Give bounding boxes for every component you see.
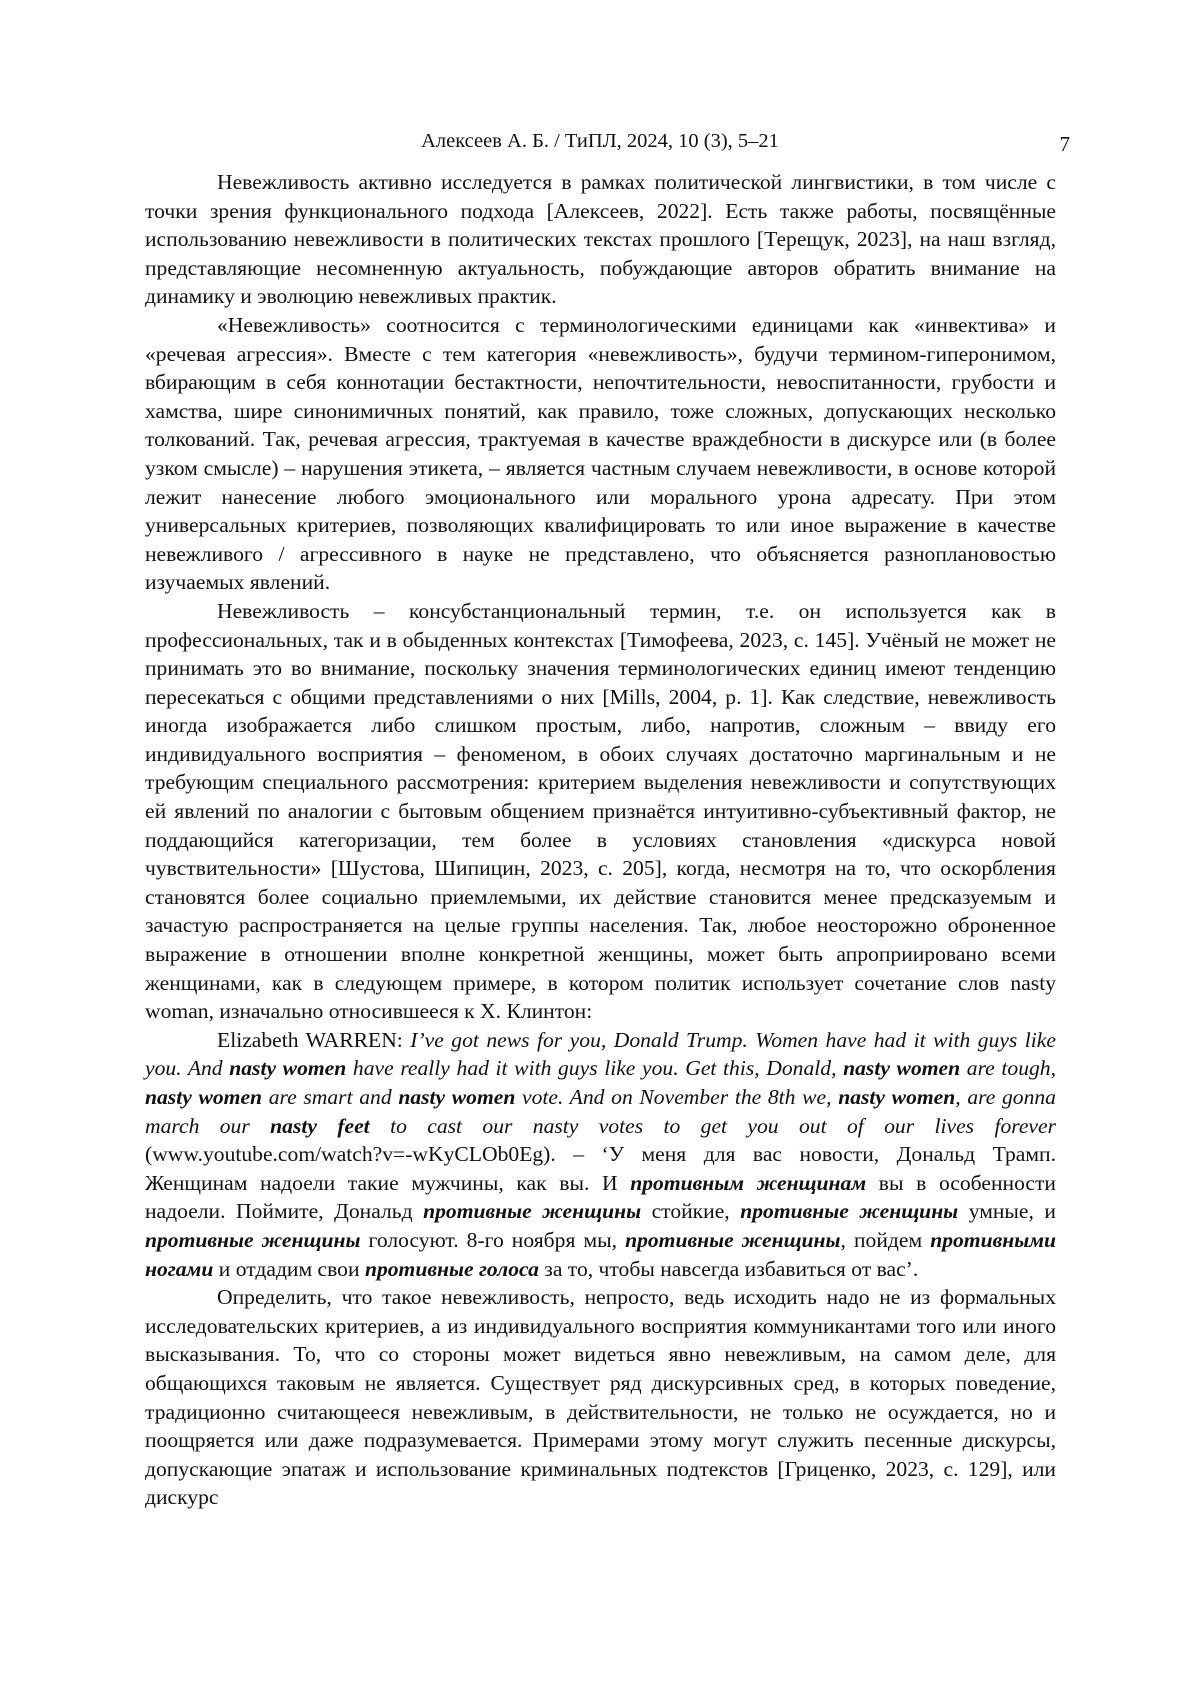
text-run: Невежливость активно исследуется в рамках политической лингвистики, в том числе с точки зрения функционального подхода [Алексеев, 2022]. Есть также работы, посвящённые использованию невежливости в политических текстах прошлого [Терещук, 2023], на наш взгляд, представляющие несомненную актуальность, побуждающие авторов обратить внимание на динамику и эволюцию невежливых практик. xyxy=(145,170,1062,309)
text-run: Elizabeth WARREN: xyxy=(217,1027,411,1052)
page-number: 7 xyxy=(1059,132,1070,156)
body-text xyxy=(145,168,1062,1512)
italic-quote: to cast our nasty votes to get you out of our lives forever xyxy=(369,1113,1057,1138)
emphasized-term: противные женщины xyxy=(625,1227,841,1252)
text-run: «Невежливость» соотносится с терминологическими единицами как «инвектива» и «речевая агрессия». Вместе с тем категория «невежливость», будучи термином-гиперонимом, вбирающим в себя коннотации бестактности, непочтительности, невоспитанности, грубости и хамства, шире синонимичных понятий, как правило, тоже сложных, допускающих несколько толкований. Так, речевая агрессия, трактуемая в качестве враждебности в дискурсе или (в более узком смысле) – нарушения этикета, – является частным случаем невежливости, в основе которой лежит нанесение любого эмоционального или морального урона адресату. При этом универсальных критериев, позволяющих квалифицировать то или иное выражение в качестве невежливого / агрессивного в науке не представлено, что объясняется разноплановостью изучаемых явлений. xyxy=(145,312,1062,595)
italic-quote: vote. And on November the 8th we, xyxy=(515,1085,839,1109)
italic-quote: are smart and xyxy=(262,1085,399,1109)
emphasized-term: противные женщины xyxy=(740,1199,959,1224)
text-run: , пойдем xyxy=(840,1227,931,1252)
text-run: голосуют. 8-го ноября мы, xyxy=(360,1227,626,1252)
text-run: Невежливость – консубстанциональный термин, т.е. он используется как в профессиональных, так и в обыденных контекстах [Тимофеева, 2023, с. 145]. Учёный не может не принимать это во внимание, поскольку значения терминологических единиц имеют тенденцию пересекаться с общими представлениями о них [Mills, 2004, p. 1]. Как следствие, невежливость иногда изображается либо слишком простым, либо, напротив, сложным – ввиду его индивидуального восприятия – феноменом, в обоих случаях достаточно маргинальным и не требующим специального рассмотрения: критерием выделения невежливости и сопутствующих ей явлений по аналогии с бытовым общением признаётся интуитивно-субъективный фактор, не поддающийся категоризации, тем более в условиях становления «дискурса новой чувствительности» [Шустова, Шипицин, 2023, с. 205], когда, несмотря на то, что оскорбления становятся более социально приемлемыми, их действие становится менее предсказуемым и зачастую распространяется на целые группы населения. Так, любое неосторожно оброненное выражение в отношении вполне конкретной женщины, может быть апроприировано всеми женщинами, как в следующем примере, в котором политик использует сочетание слов nasty woman, изначально относившееся к Х. Клинтон: xyxy=(145,598,1062,1024)
emphasized-term: противными ногами xyxy=(145,1227,1062,1281)
emphasized-term: nasty women xyxy=(398,1085,516,1109)
text-run: за то, чтобы навсегда избавиться от вас’. xyxy=(538,1256,919,1281)
emphasized-term: nasty feet xyxy=(270,1113,370,1138)
paragraph xyxy=(145,311,1062,597)
text-run: и отдадим свои xyxy=(213,1256,365,1281)
running-head: Алексеев А. Б. / ТиПЛ, 2024, 10 (3), 5–21 xyxy=(421,130,779,152)
emphasized-term: противные женщины xyxy=(145,1227,361,1252)
text-run: (www.youtube.com/watch?v=-wKyCLOb0Eg). – ‘У меня для вас новости, Дональд Трамп. Женщинам надоели такие мужчины, как вы. И xyxy=(145,1113,1062,1195)
emphasized-term: противные женщины xyxy=(423,1199,642,1224)
paragraph xyxy=(145,597,1062,1026)
emphasized-term: nasty women xyxy=(145,1085,263,1109)
italic-quote: are tough, xyxy=(960,1056,1062,1081)
emphasized-term: противным женщинам xyxy=(630,1170,867,1195)
italic-quote: I’ve got news for you, Donald Trump. Women have had it with guys like you. And xyxy=(145,1027,1062,1081)
quoted-example-paragraph xyxy=(145,1026,1062,1283)
paragraph xyxy=(145,168,1062,311)
text-run: умные, и xyxy=(958,1199,1062,1224)
emphasized-term: nasty women xyxy=(838,1085,956,1109)
emphasized-term: nasty women xyxy=(843,1056,961,1081)
emphasized-term: nasty women xyxy=(229,1056,347,1081)
italic-quote: , are gonna march our xyxy=(145,1085,1062,1138)
text-run: вы в особенности надоели. Поймите, Дональд xyxy=(145,1170,1062,1224)
italic-quote: have really had it with guys like you. Get this, Donald, xyxy=(346,1056,844,1081)
text-run: стойкие, xyxy=(641,1199,741,1224)
emphasized-term: противные голоса xyxy=(364,1256,539,1281)
text-run: Определить, что такое невежливость, непросто, ведь исходить надо не из формальных исследовательских критериев, а из индивидуального восприятия коммуникантами того или иного высказывания. То, что со стороны может видеться явно невежливым, на самом деле, для общающихся таковым не является. Существует ряд дискурсивных сред, в которых поведение, традиционно считающееся невежливым, в действительности, не только не осуждается, но и поощряется или даже подразумевается. Примерами этому могут служить песенные дискурсы, допускающие эпатаж и использование криминальных подтекстов [Гриценко, 2023, с. 129], или дискурс xyxy=(145,1285,1062,1510)
paragraph xyxy=(145,1283,1062,1512)
